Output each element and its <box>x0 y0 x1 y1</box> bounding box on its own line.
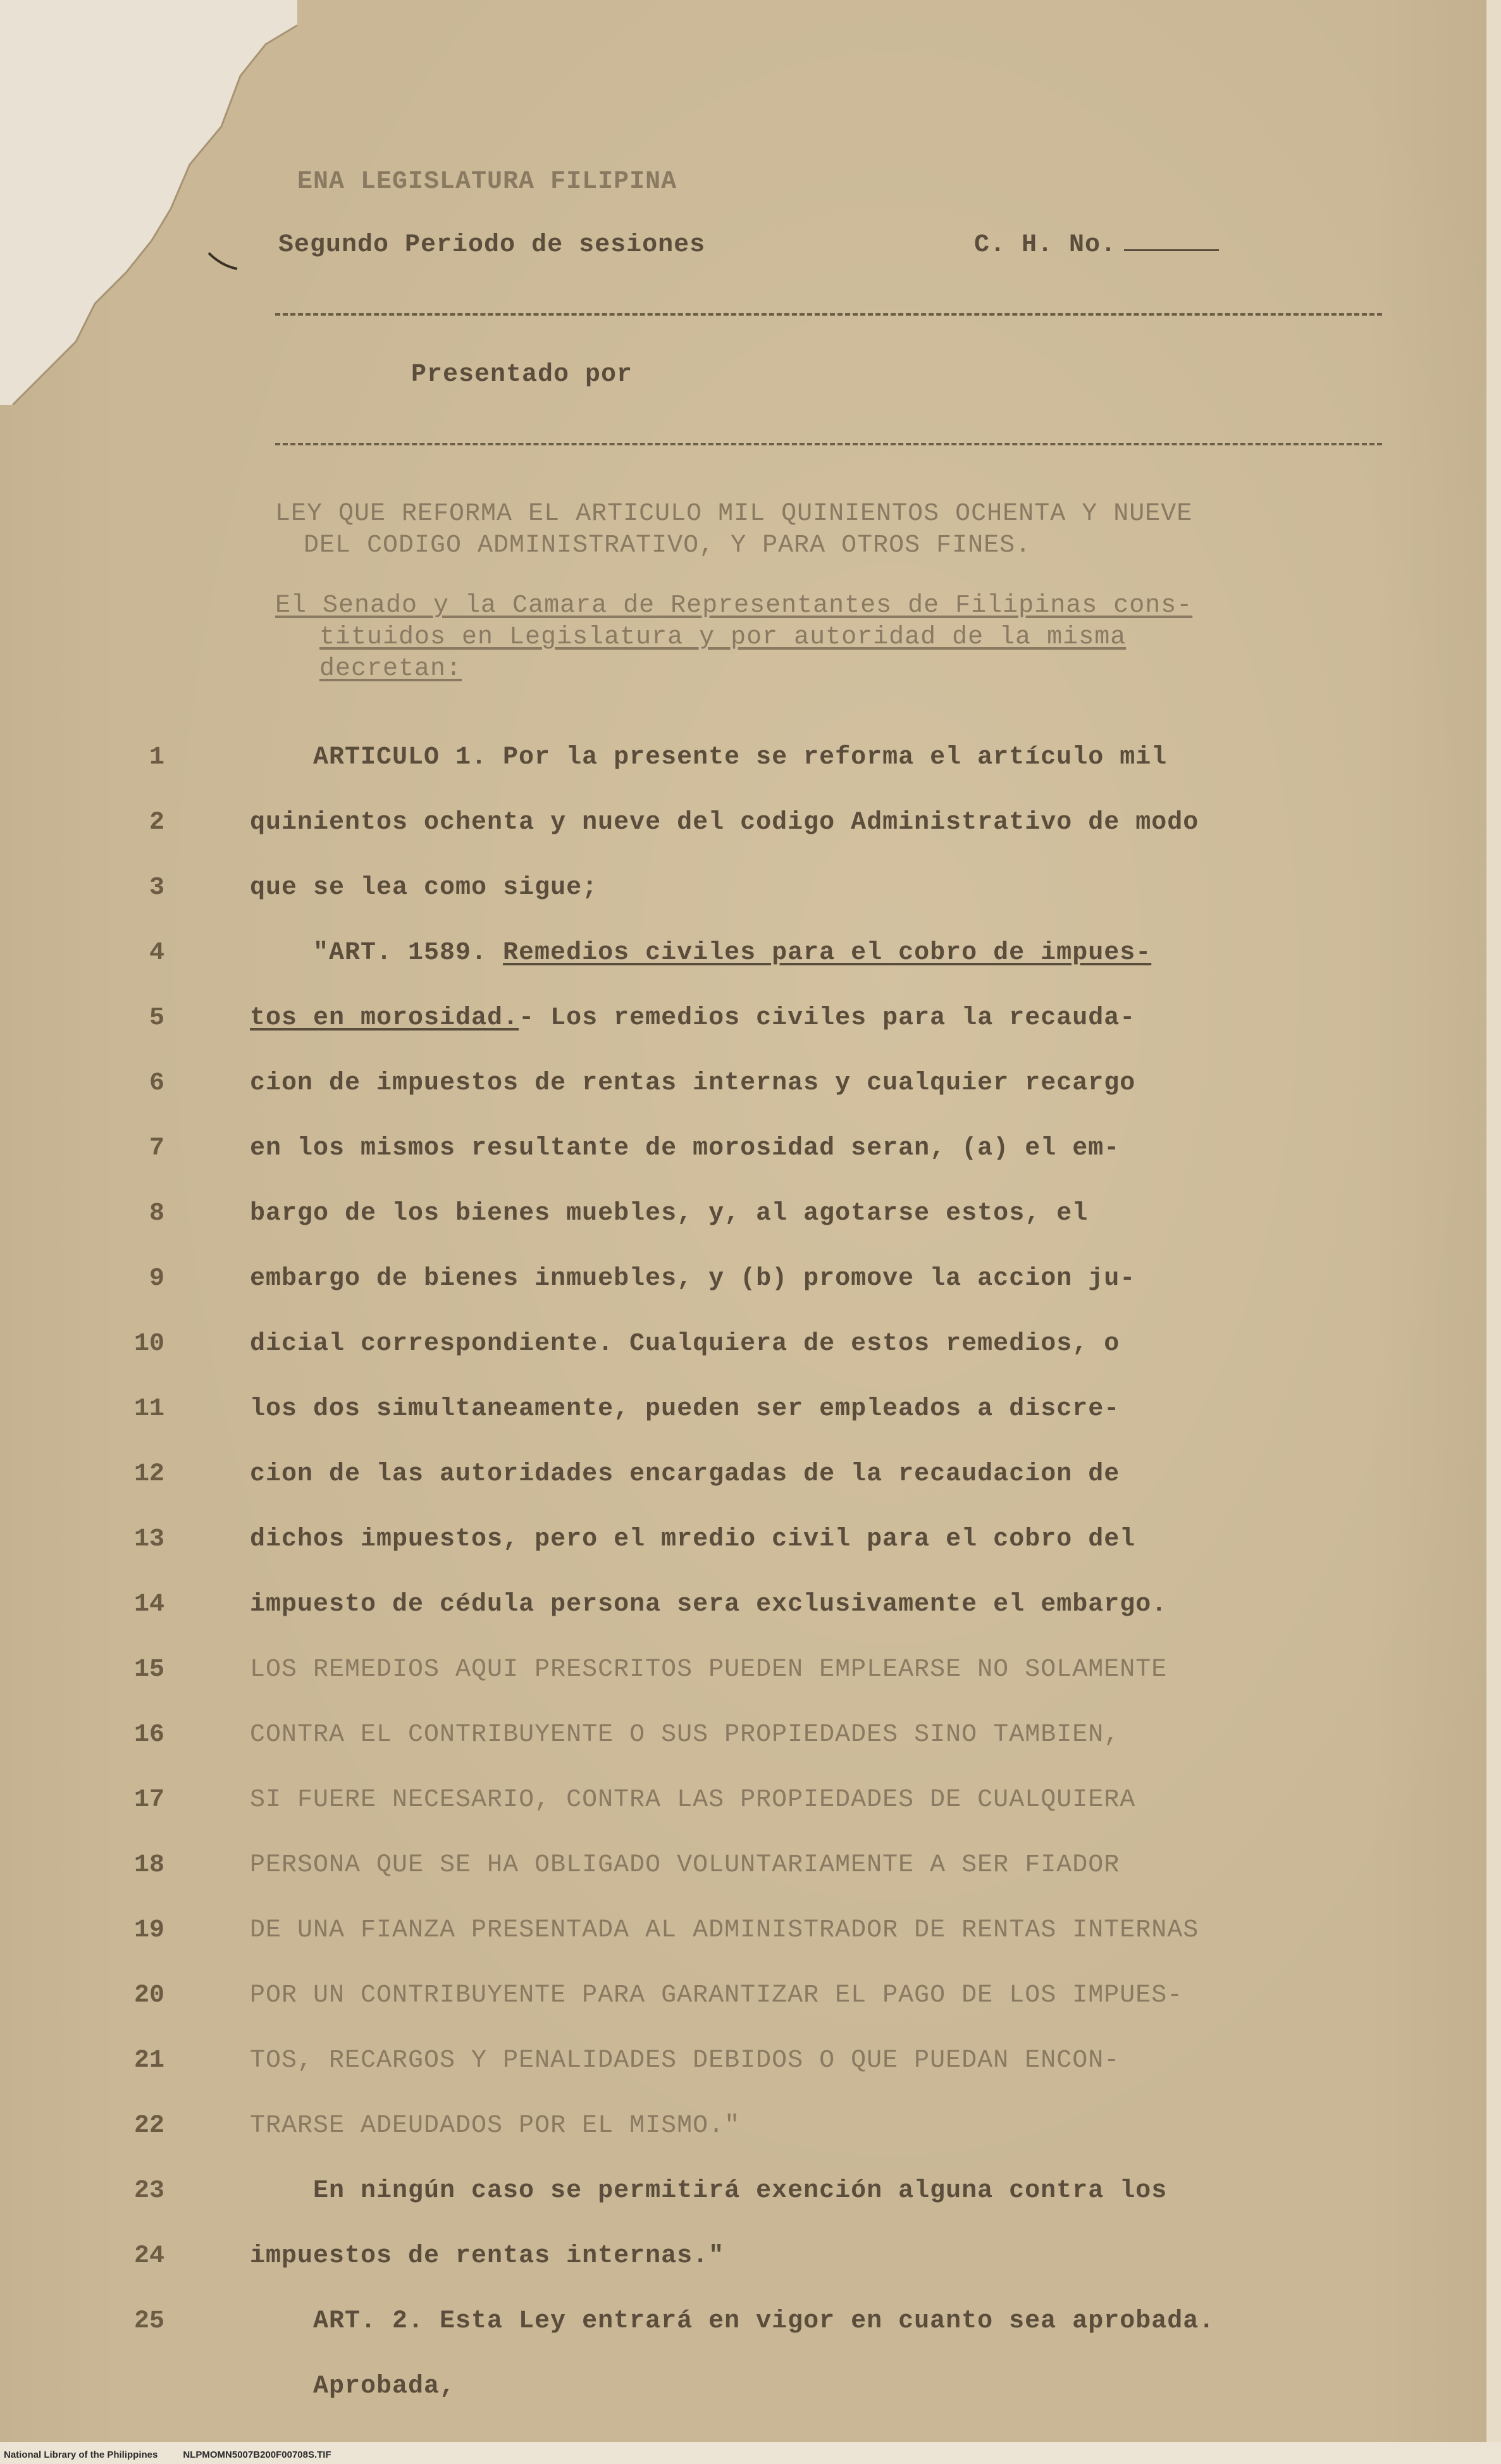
body-line <box>250 1004 1135 1032</box>
line-number: 11 <box>133 1395 164 1423</box>
line-number: 20 <box>133 1981 164 2010</box>
line-number: 25 <box>133 2307 164 2336</box>
bill-number-blank <box>1124 233 1219 251</box>
enacting-clause-line-1: El Senado y la Camara de Representantes de Filipinas cons- <box>275 591 1193 620</box>
body-line <box>313 939 1151 967</box>
line-number: 5 <box>149 1004 164 1032</box>
body-line: quinientos ochenta y nueve del codigo Administrativo de modo <box>250 808 1199 837</box>
line-number: 23 <box>133 2177 164 2205</box>
body-line: En ningún caso se permitirá exención alguna contra los <box>313 2177 1168 2205</box>
body-line-amendment: CONTRA EL CONTRIBUYENTE O SUS PROPIEDADES SINO TAMBIEN, <box>250 1721 1120 1749</box>
body-line: cion de impuestos de rentas internas y cualquier recargo <box>250 1069 1136 1098</box>
line-number: 21 <box>133 2046 164 2075</box>
body-line: cion de las autoridades encargadas de la recaudacion de <box>250 1460 1120 1489</box>
line-number: 4 <box>149 939 164 967</box>
line-number: 17 <box>133 1786 164 1814</box>
line-number: 19 <box>133 1916 164 1945</box>
line-number: 24 <box>133 2242 164 2270</box>
line-number: 13 <box>133 1525 164 1554</box>
legislature-heading: ENA LEGISLATURA FILIPINA <box>297 168 677 196</box>
body-text: - Los remedios civiles para la recauda- <box>519 1004 1136 1032</box>
body-line: en los mismos resultante de morosidad seran, (a) el em- <box>250 1134 1120 1163</box>
line-number: 1 <box>149 743 164 772</box>
header-rule-bottom <box>275 443 1382 445</box>
presented-by-label: Presentado por <box>411 361 633 389</box>
body-line-amendment: TRARSE ADEUDADOS POR EL MISMO." <box>250 2112 741 2140</box>
bill-title-line-2: DEL CODIGO ADMINISTRATIVO, Y PARA OTROS FINES. <box>304 531 1032 560</box>
line-number: 22 <box>133 2112 164 2140</box>
body-line-amendment: SI FUERE NECESARIO, CONTRA LAS PROPIEDADES DE CUALQUIERA <box>250 1786 1136 1814</box>
article-subject-cont: tos en morosidad. <box>250 1004 519 1032</box>
line-number: 2 <box>149 808 164 837</box>
enacting-clause-line-2: tituidos en Legislatura y por autoridad de la misma <box>319 623 1127 652</box>
line-number: 16 <box>133 1721 164 1749</box>
library-name: National Library of the Philippines <box>4 2449 158 2460</box>
torn-corner <box>0 0 297 405</box>
line-number: 14 <box>133 1590 164 1619</box>
body-line: dichos impuestos, pero el mredio civil para el cobro del <box>250 1525 1136 1554</box>
body-line: impuestos de rentas internas." <box>250 2242 725 2270</box>
body-line-amendment: TOS, RECARGOS Y PENALIDADES DEBIDOS O QUE PUEDAN ENCON- <box>250 2046 1120 2075</box>
article-heading: "ART. 1589. <box>313 939 503 967</box>
body-line: que se lea como sigue; <box>250 874 598 902</box>
body-line-amendment: POR UN CONTRIBUYENTE PARA GARANTIZAR EL PAGO DE LOS IMPUES- <box>250 1981 1183 2010</box>
header-rule-top <box>275 313 1382 316</box>
scan-footer <box>4 2449 331 2460</box>
body-line-amendment: PERSONA QUE SE HA OBLIGADO VOLUNTARIAMENTE A SER FIADOR <box>250 1851 1120 1879</box>
article-subject: Remedios civiles para el cobro de impues- <box>503 939 1152 967</box>
bill-number <box>974 231 1219 259</box>
line-number: 12 <box>133 1460 164 1489</box>
enacting-clause-line-3: decretan: <box>319 655 462 683</box>
body-line: dicial correspondiente. Cualquiera de estos remedios, o <box>250 1330 1120 1358</box>
closing-approved: Aprobada, <box>313 2372 456 2401</box>
line-number: 6 <box>149 1069 164 1098</box>
body-line: los dos simultaneamente, pueden ser empleados a discre- <box>250 1395 1120 1423</box>
bill-title-line-1: LEY QUE REFORMA EL ARTICULO MIL QUINIENTOS OCHENTA Y NUEVE <box>275 500 1193 528</box>
line-number: 15 <box>133 1656 164 1684</box>
body-line: embargo de bienes inmuebles, y (b) promove la accion ju- <box>250 1265 1136 1293</box>
body-line: ARTICULO 1. Por la presente se reforma el artículo mil <box>313 743 1168 772</box>
line-number: 8 <box>149 1199 164 1228</box>
body-line-amendment: DE UNA FIANZA PRESENTADA AL ADMINISTRADOR DE RENTAS INTERNAS <box>250 1916 1199 1945</box>
scan-border-right <box>1486 0 1501 2464</box>
line-number: 18 <box>133 1851 164 1879</box>
file-name: NLPMOMN5007B200F00708S.TIF <box>183 2449 331 2460</box>
body-line: bargo de los bienes muebles, y, al agotarse estos, el <box>250 1199 1089 1228</box>
line-number: 3 <box>149 874 164 902</box>
body-line-amendment: LOS REMEDIOS AQUI PRESCRITOS PUEDEN EMPLEARSE NO SOLAMENTE <box>250 1656 1168 1684</box>
body-line: ART. 2. Esta Ley entrará en vigor en cuanto sea aprobada. <box>313 2307 1215 2336</box>
session-label: Segundo Periodo de sesiones <box>278 231 706 259</box>
line-number: 7 <box>149 1134 164 1163</box>
line-number: 9 <box>149 1265 164 1293</box>
bill-label: C. H. No. <box>974 231 1117 259</box>
body-line: impuesto de cédula persona sera exclusivamente el embargo. <box>250 1590 1168 1619</box>
line-number: 10 <box>133 1330 164 1358</box>
